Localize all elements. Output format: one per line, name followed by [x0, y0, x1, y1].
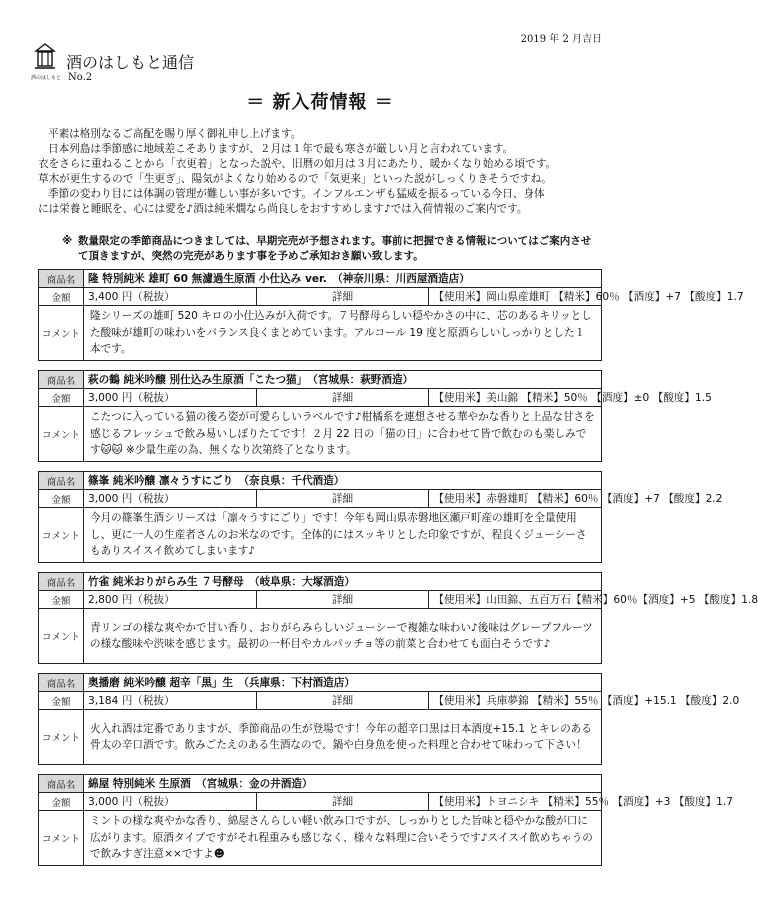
price-label: 金額 [39, 490, 84, 508]
intro-text [38, 127, 608, 217]
product-detail: 【使用米】赤磐雄町 【精米】60％ 【酒度】+7 【酸度】2.2 [429, 490, 602, 508]
product-card [38, 673, 740, 765]
comment-label: コメント [39, 710, 84, 765]
product-price: 3,400 円（税抜） [84, 288, 257, 306]
comment-label: コメント [39, 407, 84, 462]
comment-label: コメント [39, 306, 84, 361]
sake-shop-logo-icon [32, 42, 58, 72]
detail-label: 詳細 [256, 490, 429, 508]
product-detail: 【使用米】岡山県産雄町 【精米】60％ 【酒度】+7 【酸度】1.7 [429, 288, 602, 306]
name-label: 商品名 [39, 371, 84, 389]
product-comment: ミントの様な爽やかな香り、綿屋さんらしい軽い飲み口ですが、しっかりとした旨味と穏やかな酸が口に広がります。原酒タイプですがそれ程重みも感じなく、様々な料理に合いそうです♪スイスイ飲めちゃうので飲みすぎ注意××ですよ☻ [84, 811, 602, 866]
product-brewery: （兵庫県：下村酒造店） [243, 677, 355, 689]
price-label: 金額 [39, 389, 84, 407]
product-name-cell [84, 573, 602, 591]
price-label: 金額 [39, 591, 84, 609]
product-brewery: （岐阜県：大塚酒造） [254, 576, 355, 588]
product-detail: 【使用米】山田錦、五百万石【精米】60％【酒度】+5 【酸度】1.8 [429, 591, 602, 609]
newsletter-title: 酒のはしもと通信 [66, 53, 195, 72]
product-brewery: （宮城県：金の井酒造） [201, 778, 313, 790]
price-label: 金額 [39, 793, 84, 811]
product-price: 2,800 円（税抜） [84, 591, 257, 609]
product-brewery: （神奈川県：川西屋酒造店） [337, 273, 470, 285]
issue-number: No.2 [68, 72, 93, 83]
product-comment: こたつに入っている猫の後ろ姿が可愛らしいラベルです♪柑橘系を連想させる華やかな香りと上品な甘さを感じるフレッシュで飲み易いしぼりたてです！２月 22 日の「猫の日」に合わせて皆で飲むのも楽しみです🐱🐱 ※少量生産の為、無くなり次第終了となります。 [84, 407, 602, 462]
product-detail: 【使用米】トヨニシキ 【精米】55％ 【酒度】+3 【酸度】1.7 [429, 793, 602, 811]
product-name: 綿屋 特別純米 生原酒 [88, 778, 191, 790]
detail-label: 詳細 [256, 591, 429, 609]
product-name: 隆 特別純米 雄町 60 無濾過生原酒 小仕込み ver. [88, 273, 327, 285]
product-name: 篠峯 純米吟醸 凛々うすにごり [88, 475, 234, 487]
notice-text: 数量限定の季節商品につきましては、早期完売が予想されます。事前に把握できる情報についてはご案内させて頂きますが、突然の完売があります事を予めご承知おき願い致します。 [78, 235, 592, 262]
product-name: 奥播磨 純米吟醸 超辛「黒」生 [88, 677, 234, 689]
name-label: 商品名 [39, 674, 84, 692]
product-detail: 【使用米】美山錦 【精米】50％ 【酒度】±0 【酸度】1.5 [429, 389, 602, 407]
intro-line: には栄養と睡眠を、心には愛を♪酒は純米燗なら尚良しをおすすめします♪では入荷情報のご案内です。 [38, 203, 528, 215]
comment-label: コメント [39, 609, 84, 664]
product-name-cell [84, 270, 602, 288]
comment-label: コメント [39, 508, 84, 563]
product-card [38, 774, 734, 866]
name-label: 商品名 [39, 472, 84, 490]
intro-line: 日本列島は季節感に地域差こそありますが、２月は１年で最も寒さが厳しい月と言われています。 [48, 143, 514, 155]
intro-line: 草木が更生するので「生更ぎ」、陽気がよくなり始めるので「気更来」といった説がしっくりきそうですね。 [38, 173, 552, 185]
detail-label: 詳細 [256, 793, 429, 811]
product-name: 萩の鶴 純米吟醸 別仕込み生原酒「こたつ猫」 [88, 374, 302, 386]
name-label: 商品名 [39, 775, 84, 793]
price-label: 金額 [39, 288, 84, 306]
product-name: 竹雀 純米おりがらみ生 ７号酵母 [88, 576, 244, 588]
product-brewery: （宮城県：萩野酒造） [312, 374, 414, 386]
product-brewery: （奈良県：千代酒造） [243, 475, 345, 487]
product-name-cell [84, 371, 602, 389]
product-price: 3,000 円（税抜） [84, 793, 257, 811]
intro-line: 季節の変わり目には体調の管理が難しい事が多いです。インフルエンザも猛威を振るっている今日、身体 [48, 188, 545, 200]
detail-label: 詳細 [256, 692, 429, 710]
intro-line: 衣をさらに重ねることから「衣更着」となった説や、旧暦の如月は３月にあたり、暖かくなり始める頃です。 [38, 158, 557, 170]
product-name-cell [84, 775, 602, 793]
intro-line: 平素は格別なるご高配を賜り厚く御礼申し上げます。 [48, 128, 302, 140]
issue-date: 2019 年 2 月吉日 [520, 34, 602, 45]
product-card [38, 370, 712, 462]
product-name-cell [84, 674, 602, 692]
product-card [38, 572, 758, 664]
product-price: 3,000 円（税抜） [84, 389, 257, 407]
product-comment: 火入れ酒は定番でありますが、季節商品の生が登場です！今年の超辛口黒は日本酒度+15.1 とキレのある骨太の辛口酒です。飲みごたえのある生酒なので、鍋や白身魚を使った料理と合わせて味わって下さい！ [84, 710, 602, 765]
product-detail: 【使用米】兵庫夢錦 【精米】55％ 【酒度】+15.1 【酸度】2.0 [429, 692, 602, 710]
price-label: 金額 [39, 692, 84, 710]
notice-mark: ※ [62, 235, 73, 247]
product-comment: 青リンゴの様な爽やかで甘い香り、おりがらみらしいジューシーで複雑な味わい♪後味はグレープフルーツの様な酸味や渋味を感じます。最初の一杯目やカルパッチョ等の前菜と合わせても面白そうです♪ [84, 609, 602, 664]
name-label: 商品名 [39, 270, 84, 288]
product-card [38, 269, 744, 361]
product-name-cell [84, 472, 602, 490]
stock-notice [62, 234, 598, 264]
detail-label: 詳細 [256, 389, 429, 407]
product-price: 3,184 円（税抜） [84, 692, 257, 710]
product-comment: 隆シリーズの雄町 520 キロの小仕込みが入荷です。７号酵母らしい穏やかさの中に、芯のあるキリッとした酸味が雄町の味わいをバランス良くまとめています。アルコール 19 度と原酒らしいしっかりとした１本です。 [84, 306, 602, 361]
product-price: 3,000 円（税抜） [84, 490, 257, 508]
product-list [38, 269, 758, 875]
name-label: 商品名 [39, 573, 84, 591]
page-title: ＝ 新入荷情報 ＝ [246, 92, 394, 113]
product-card [38, 471, 723, 563]
detail-label: 詳細 [256, 288, 429, 306]
logo-caption: 酒のはしもと [30, 75, 61, 81]
comment-label: コメント [39, 811, 84, 866]
product-comment: 今月の篠峯生酒シリーズは「凛々うすにごり」です！今年も岡山県赤磐地区瀬戸町産の雄町を全量使用し、更に一人の生産者さんのお米なのです。全体的にはスッキリとした印象ですが、程良くジューシーさもありスイスイ飲めてしまいます♪ [84, 508, 602, 563]
